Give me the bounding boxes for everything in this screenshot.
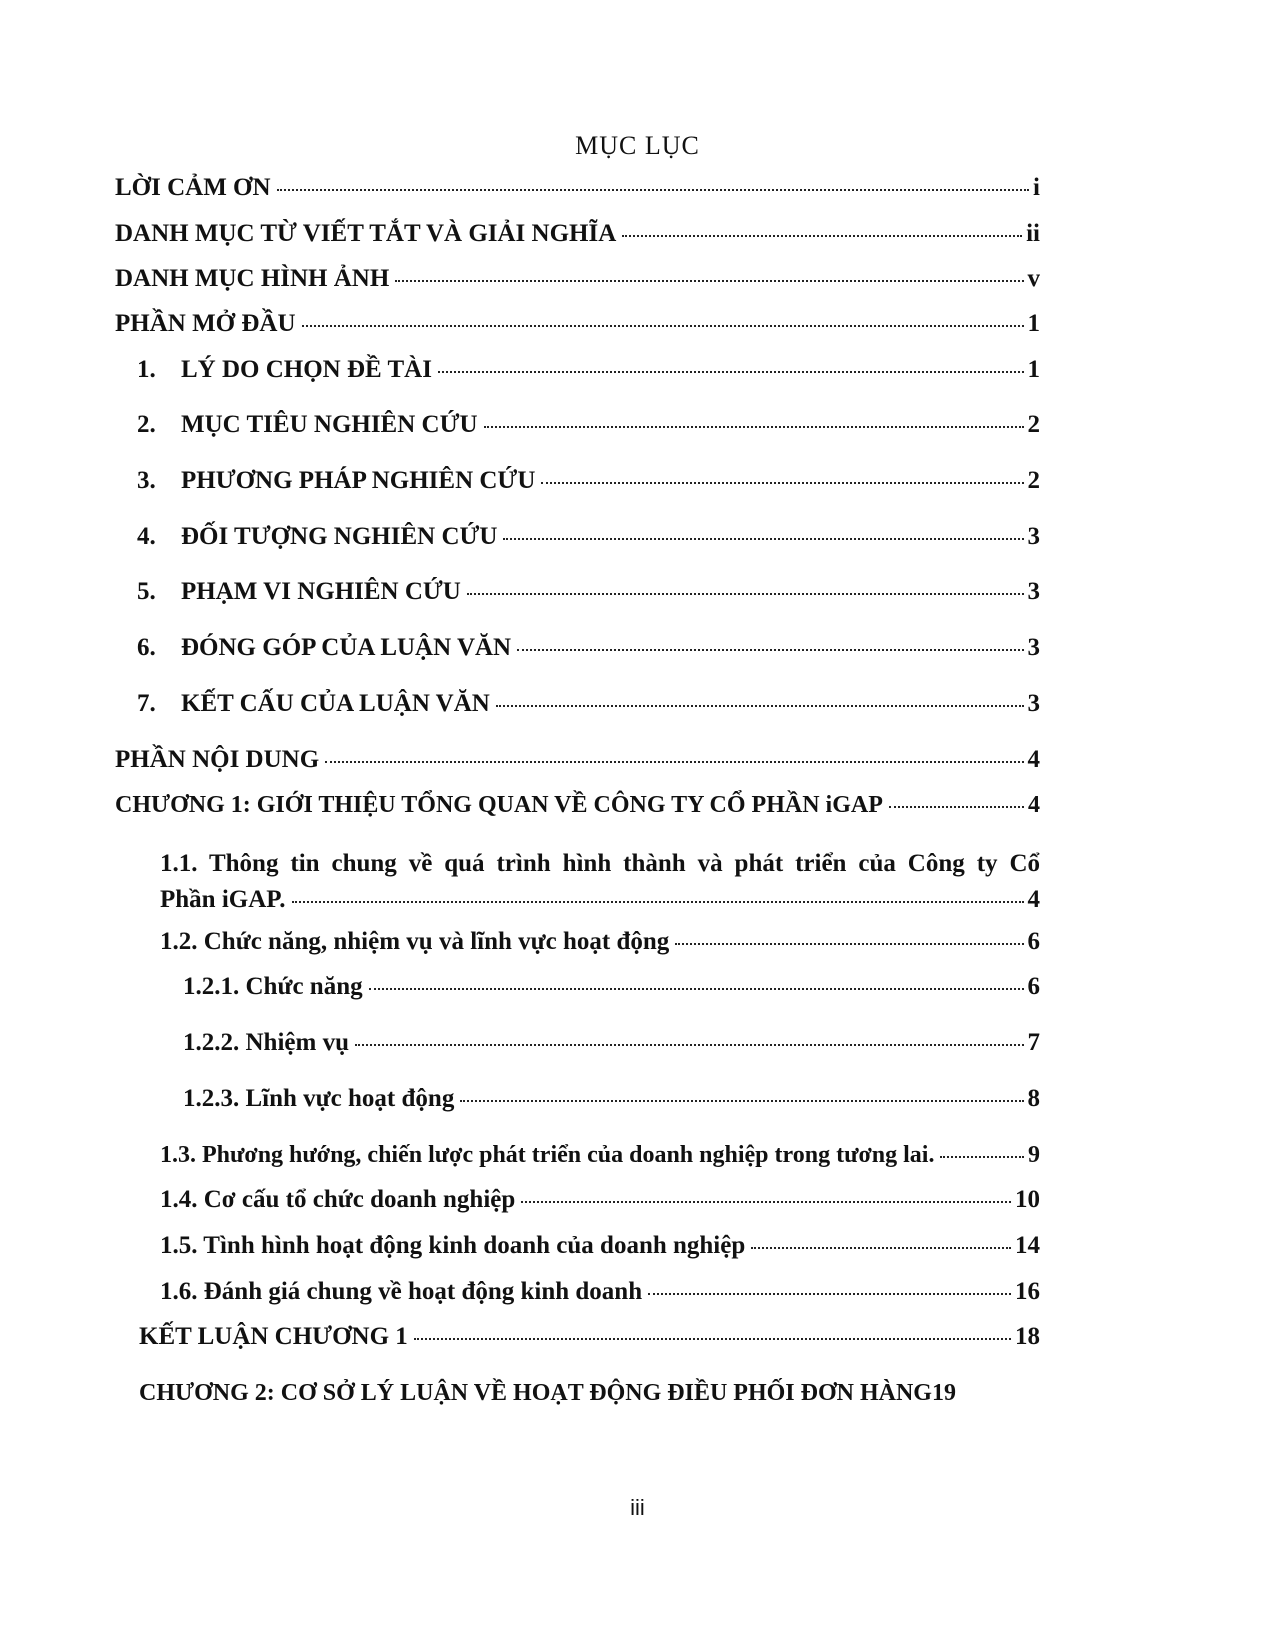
page-number: iii [630,1495,645,1520]
toc-entry-label: 1.2.3. Lĩnh vực hoạt động [183,1085,455,1112]
leader-dots [292,901,1024,903]
toc-entry-page: 3 [1027,578,1040,605]
leader-dots [648,1293,1011,1295]
toc-entry-label: 1.4. Cơ cấu tổ chức doanh nghiệp [160,1186,516,1213]
leader-dots [460,1100,1023,1102]
toc-entry[interactable] [139,1378,1040,1408]
toc-entry-label: 1.2.2. Nhiệm vụ [183,1029,349,1056]
toc-entry[interactable] [115,309,1040,339]
toc-entry-label: KẾT LUẬN CHƯƠNG 1 [139,1323,408,1350]
toc-entry[interactable] [115,745,1040,775]
toc-entry-page: 18 [1015,1323,1040,1350]
toc-entry-page: 10 [1015,1186,1040,1213]
leader-dots [517,649,1023,651]
toc-entry-label: LÝ DO CHỌN ĐỀ TÀI [181,356,432,383]
toc-entry-page: 3 [1027,634,1040,661]
toc-entry-number: 7. [137,690,156,717]
leader-dots [467,593,1024,595]
toc-entry-label: PHẦN MỞ ĐẦU [115,310,296,337]
toc-entry-number: 5. [137,578,156,605]
toc-entry-page: 4 [1028,792,1040,818]
toc-entry-number: 1. [137,356,156,383]
toc-entry[interactable] [160,1231,1040,1261]
toc-entry-page: 3 [1027,690,1040,717]
leader-dots [940,1156,1024,1158]
toc-entry[interactable] [183,1028,1040,1058]
toc-entry-label: CHƯƠNG 1: GIỚI THIỆU TỔNG QUAN VỀ CÔNG TY CỔ PHẦN iGAP [115,792,883,818]
leader-dots [395,280,1023,282]
leader-dots [277,189,1029,191]
toc-entry-page: 9 [1028,1142,1040,1168]
toc-entry-page: 1 [1027,310,1040,337]
toc-entry-label: PHƯƠNG PHÁP NGHIÊN CỨU [181,467,536,494]
leader-dots [751,1247,1011,1249]
toc-entry-number: 4. [137,523,156,550]
toc-entry-page: 4 [1027,886,1040,913]
toc-entry[interactable] [160,846,1040,918]
leader-dots [438,371,1024,373]
toc-entry-page: ii [1026,220,1040,247]
toc-entry[interactable] [160,1277,1040,1307]
toc-entry-page: 14 [1015,1232,1040,1259]
leader-dots [369,988,1024,990]
toc-entry-label: PHẦN NỘI DUNG [115,746,320,773]
toc-entry[interactable] [137,522,1040,552]
leader-dots [503,538,1023,540]
toc-entry-label: DANH MỤC TỪ VIẾT TẮT VÀ GIẢI NGHĨA [115,220,617,247]
toc-entry[interactable] [137,689,1040,719]
leader-dots [521,1201,1011,1203]
toc-entry-label: 1.1. Thông tin chung về quá trình hình thành và phát triển của Công ty Cổ [160,850,1040,877]
leader-dots [484,426,1024,428]
toc-entry-label: ĐÓNG GÓP CỦA LUẬN VĂN [181,634,512,661]
toc-entry[interactable] [183,1084,1040,1114]
toc-entry-page: 8 [1027,1085,1040,1112]
toc-entry-page: v [1027,265,1040,292]
toc-entry-label: DANH MỤC HÌNH ẢNH [115,265,390,292]
leader-dots [496,705,1024,707]
toc-entry-page: 2 [1027,411,1040,438]
toc-entry-label: 1.2. Chức năng, nhiệm vụ và lĩnh vực hoạt động [160,928,670,955]
leader-dots [414,1338,1011,1340]
toc-entry-page: 3 [1027,523,1040,550]
toc-entry[interactable] [115,173,1040,203]
toc-entry[interactable] [115,264,1040,294]
toc-entry-number: 6. [137,634,156,661]
page-title: MỤC LỤC [575,131,700,160]
toc-entry[interactable] [137,577,1040,607]
toc-entry-label: KẾT CẤU CỦA LUẬN VĂN [181,690,490,717]
leader-dots [889,806,1024,808]
toc-entry-label: 1.2.1. Chức năng [183,973,363,1000]
leader-dots [325,761,1023,763]
toc-entry[interactable] [137,466,1040,496]
leader-dots [302,325,1024,327]
toc-entry-continuation [160,882,1040,918]
toc-entry-page: 1 [1027,356,1040,383]
toc-entry-label: 1.5. Tình hình hoạt động kinh doanh của doanh nghiệp [160,1232,746,1259]
toc-entry[interactable] [160,1185,1040,1215]
toc-entry-label: LỜI CẢM ƠN [115,174,271,201]
toc-entry-label: 1.3. Phương hướng, chiến lược phát triển của doanh nghiệp trong tương lai. [160,1142,935,1168]
toc-entry[interactable] [137,410,1040,440]
toc-entry-page: 6 [1027,973,1040,1000]
toc-entry-label: MỤC TIÊU NGHIÊN CỨU [181,411,478,438]
toc-entry-label-continued: Phần iGAP. [160,886,286,913]
toc-entry[interactable] [137,633,1040,663]
leader-dots [622,235,1022,237]
toc-entry-page: 6 [1027,928,1040,955]
toc-entry-page: 2 [1027,467,1040,494]
leader-dots [355,1044,1024,1046]
toc-entry-label: 1.6. Đánh giá chung về hoạt động kinh doanh [160,1278,643,1305]
toc-entry[interactable] [183,972,1040,1002]
toc-entry[interactable] [160,1140,1040,1170]
toc-entry[interactable] [137,355,1040,385]
toc-entry-number: 2. [137,411,156,438]
toc-entry-page: 7 [1027,1029,1040,1056]
toc-entry[interactable] [115,219,1040,249]
toc-entry-label: ĐỐI TƯỢNG NGHIÊN CỨU [181,523,498,550]
toc-entry-label: CHƯƠNG 2: CƠ SỞ LÝ LUẬN VỀ HOẠT ĐỘNG ĐIỀU PHỐI ĐƠN HÀNG [139,1380,932,1406]
toc-entry-page: 4 [1027,746,1040,773]
toc-entry-page: i [1033,174,1040,201]
toc-entry-number: 3. [137,467,156,494]
toc-entry-label: PHẠM VI NGHIÊN CỨU [181,578,461,605]
toc-entry[interactable] [160,927,1040,957]
toc-entry-page: 16 [1015,1278,1040,1305]
toc-entry-page: 19 [931,1380,956,1406]
toc-entry[interactable] [139,1322,1040,1352]
leader-dots [675,943,1023,945]
leader-dots [541,482,1023,484]
toc-entry[interactable] [115,790,1040,820]
